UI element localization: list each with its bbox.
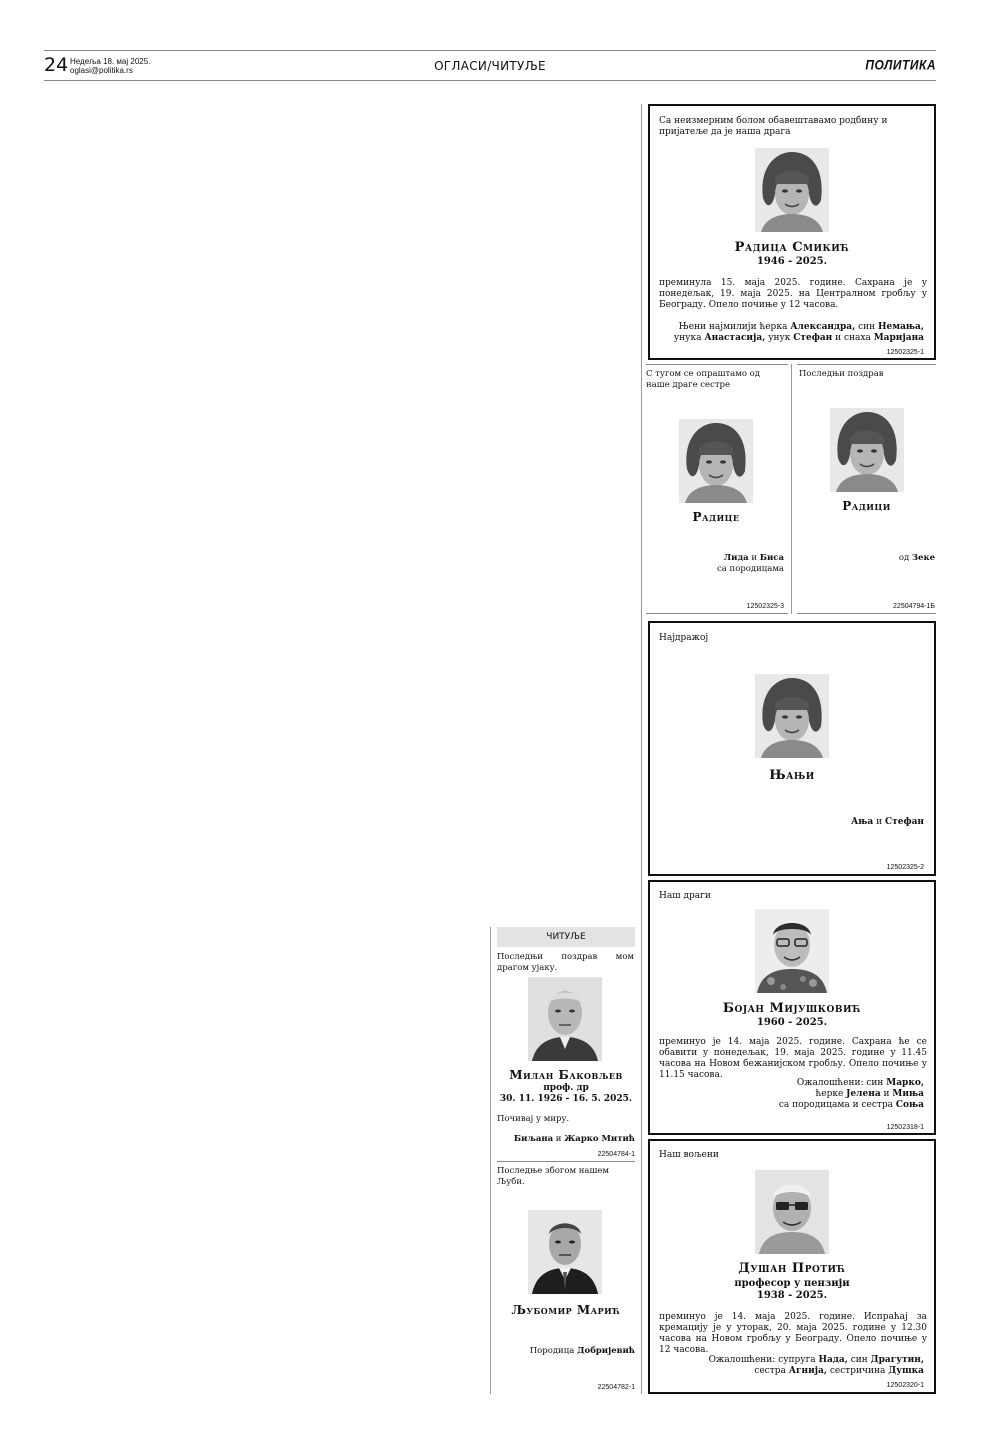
issue-date: Недеља 18. мај 2025. (70, 57, 151, 66)
sign-name: Анастасија, (704, 333, 766, 343)
portrait-man-icon (528, 977, 602, 1061)
page-number: 24 (44, 54, 69, 76)
sign-name: Добријевић (576, 1346, 635, 1356)
sign-name: Стефан (884, 817, 924, 827)
signatories (497, 1346, 635, 1357)
deceased-name: Бојан Мијушковић (722, 1001, 862, 1016)
obituary-intro: С тугом се опраштамо од наше драге сестре (646, 369, 761, 390)
obituary-radice (646, 365, 788, 613)
ad-bottom-rule (646, 613, 788, 614)
life-years: 1960 - 2025. (756, 1017, 828, 1028)
deceased-name: Радица Смикић (734, 240, 850, 255)
portrait-woman-icon (679, 419, 753, 503)
sign-text: са породицама и сестра (778, 1100, 896, 1110)
sign-name: Стефан (793, 333, 833, 343)
ad-code: 12502325-1 (886, 349, 924, 356)
signatories (497, 1134, 635, 1145)
obituary-protic (648, 1139, 936, 1394)
sign-name: Биса (759, 553, 784, 563)
obituary-body: преминуо је 14. маја 2025. године. Сахрана ће се обавити у понедељак, 19. маја 2025. године у 11.45 часова на Новом бежанијском гробљу. Опело почиње у 11.15 часова. (659, 1037, 927, 1080)
sign-name: Драгутин, (870, 1355, 924, 1365)
obituary-smikic (648, 104, 936, 360)
deceased-name: Њањи (769, 768, 815, 783)
ad-code: 22504782-1 (597, 1384, 635, 1391)
ad-code: 12502325-2 (886, 864, 924, 871)
portrait-man-icon (755, 909, 829, 993)
deceased-name: Љубомир Марић (511, 1303, 621, 1317)
life-years: 1946 - 2025. (756, 256, 828, 267)
header-top-rule (44, 50, 936, 51)
portrait-woman-icon (830, 408, 904, 492)
portrait-woman-icon (755, 148, 829, 232)
sign-text: Ожалошћени: син (796, 1078, 887, 1088)
ad-code: 22504794-1Б (893, 603, 935, 610)
newspaper-logo: ПОЛИТИКА (865, 56, 936, 74)
deceased-name: Радици (842, 499, 891, 513)
signatories (656, 1355, 924, 1377)
obituary-intro: Са неизмерним болом обавештавамо родбину и пријатеље да је наша драга (659, 116, 888, 137)
deceased-name: Радице (692, 510, 740, 524)
sign-text: и (748, 553, 760, 563)
portrait-man-icon (755, 1170, 829, 1254)
obituary-bakovljev (497, 948, 635, 1160)
obituary-intro: Последњи поздрав (799, 369, 884, 379)
life-years: 1938 - 2025. (756, 1290, 828, 1301)
sign-text: Њени најмилији ћерка (678, 322, 791, 332)
obituary-njanji (648, 621, 936, 876)
sign-text: сестра (754, 1366, 789, 1376)
obituary-maric (497, 1162, 635, 1394)
sign-name: Биљана (513, 1134, 554, 1144)
obituary-intro: Последње збогом нашем Љуби. (497, 1166, 610, 1187)
portrait-man-icon (528, 1210, 602, 1294)
sign-name: Немања, (878, 322, 924, 332)
obituary-body: преминуо је 14. маја 2025. године. Испраћај за кремацију је у уторак, 20. маја 2025. године у 12.30 часова на Новом гробљу у Београду. Опело почиње у 12 часова. (659, 1312, 927, 1355)
deceased-name: Душан Протић (738, 1261, 846, 1276)
obituary-mijuskovic (648, 880, 936, 1135)
signatories (656, 817, 924, 828)
column-rule (791, 364, 792, 614)
ad-code: 12502318-1 (886, 1124, 924, 1131)
signatories (799, 553, 935, 564)
sign-text: и (880, 1089, 893, 1099)
section-title: ОГЛАСИ/ЧИТУЉЕ (434, 59, 546, 73)
sign-name: Соња (895, 1100, 924, 1110)
signatories (656, 322, 924, 344)
deceased-name: Милан Баковљев (509, 1068, 623, 1082)
sign-text: ћерке (815, 1089, 847, 1099)
sign-text: син (847, 1355, 871, 1365)
obituary-body: преминула 15. маја 2025. године. Сахрана је у понедељак, 19. маја 2025. на Централном гробљу у Београду. Опело почиње у 12 часова. (659, 278, 927, 310)
sign-text: син (855, 322, 879, 332)
signatories (644, 553, 784, 575)
section-header-chitulje: ЧИТУЉЕ (497, 927, 635, 947)
portrait-woman-icon (755, 674, 829, 758)
sign-text: Ожалошћени: супруга (708, 1355, 819, 1365)
rest-in-peace: Почивај у миру. (497, 1114, 570, 1124)
obituary-intro: Наш вољени (659, 1150, 719, 1160)
sign-name: Маријана (873, 333, 924, 343)
signatories (656, 1078, 924, 1111)
sign-name: Ања (850, 817, 874, 827)
sign-name: Миња (892, 1089, 924, 1099)
obituary-radici (797, 365, 936, 613)
sign-text: унука (673, 333, 705, 343)
sign-name: Марко, (886, 1078, 924, 1088)
sign-name: Лида (723, 553, 749, 563)
deceased-title: проф. др (543, 1083, 589, 1093)
ad-code: 12502325-3 (746, 603, 784, 610)
obituary-intro: Најдражој (659, 633, 709, 643)
obituary-intro: Последњи поздрав мом драгом ујаку. (497, 952, 634, 973)
sign-text: Породица (529, 1346, 577, 1356)
sign-name: Нада, (818, 1355, 848, 1365)
sign-text: од (898, 553, 912, 563)
ad-code: 22504784-1 (597, 1151, 635, 1158)
sign-name: Зеке (911, 553, 935, 563)
sign-text: и (873, 817, 885, 827)
sign-name: Душка (888, 1366, 924, 1376)
sign-text: и снаха (832, 333, 874, 343)
deceased-title: професор у пензији (734, 1278, 850, 1289)
sign-text: унук (765, 333, 794, 343)
sign-name: Александра, (790, 322, 856, 332)
header-bottom-rule (44, 80, 936, 81)
life-dates: 30. 11. 1926 - 16. 5. 2025. (499, 1094, 633, 1104)
contact-email[interactable]: oglasi@politika.rs (70, 66, 133, 75)
sign-name: Агнија, (788, 1366, 828, 1376)
obituary-intro: Наш драги (659, 891, 711, 901)
sign-name: Жарко Митић (564, 1134, 635, 1144)
sign-text: сестричина (827, 1366, 889, 1376)
sign-text: са породицама (717, 564, 784, 574)
sign-text: и (553, 1134, 565, 1144)
column-rule (641, 104, 642, 1394)
sign-name: Јелена (846, 1089, 881, 1099)
ad-bottom-rule (797, 613, 936, 614)
ad-code: 12502320-1 (886, 1382, 924, 1389)
column-rule (490, 927, 491, 1394)
